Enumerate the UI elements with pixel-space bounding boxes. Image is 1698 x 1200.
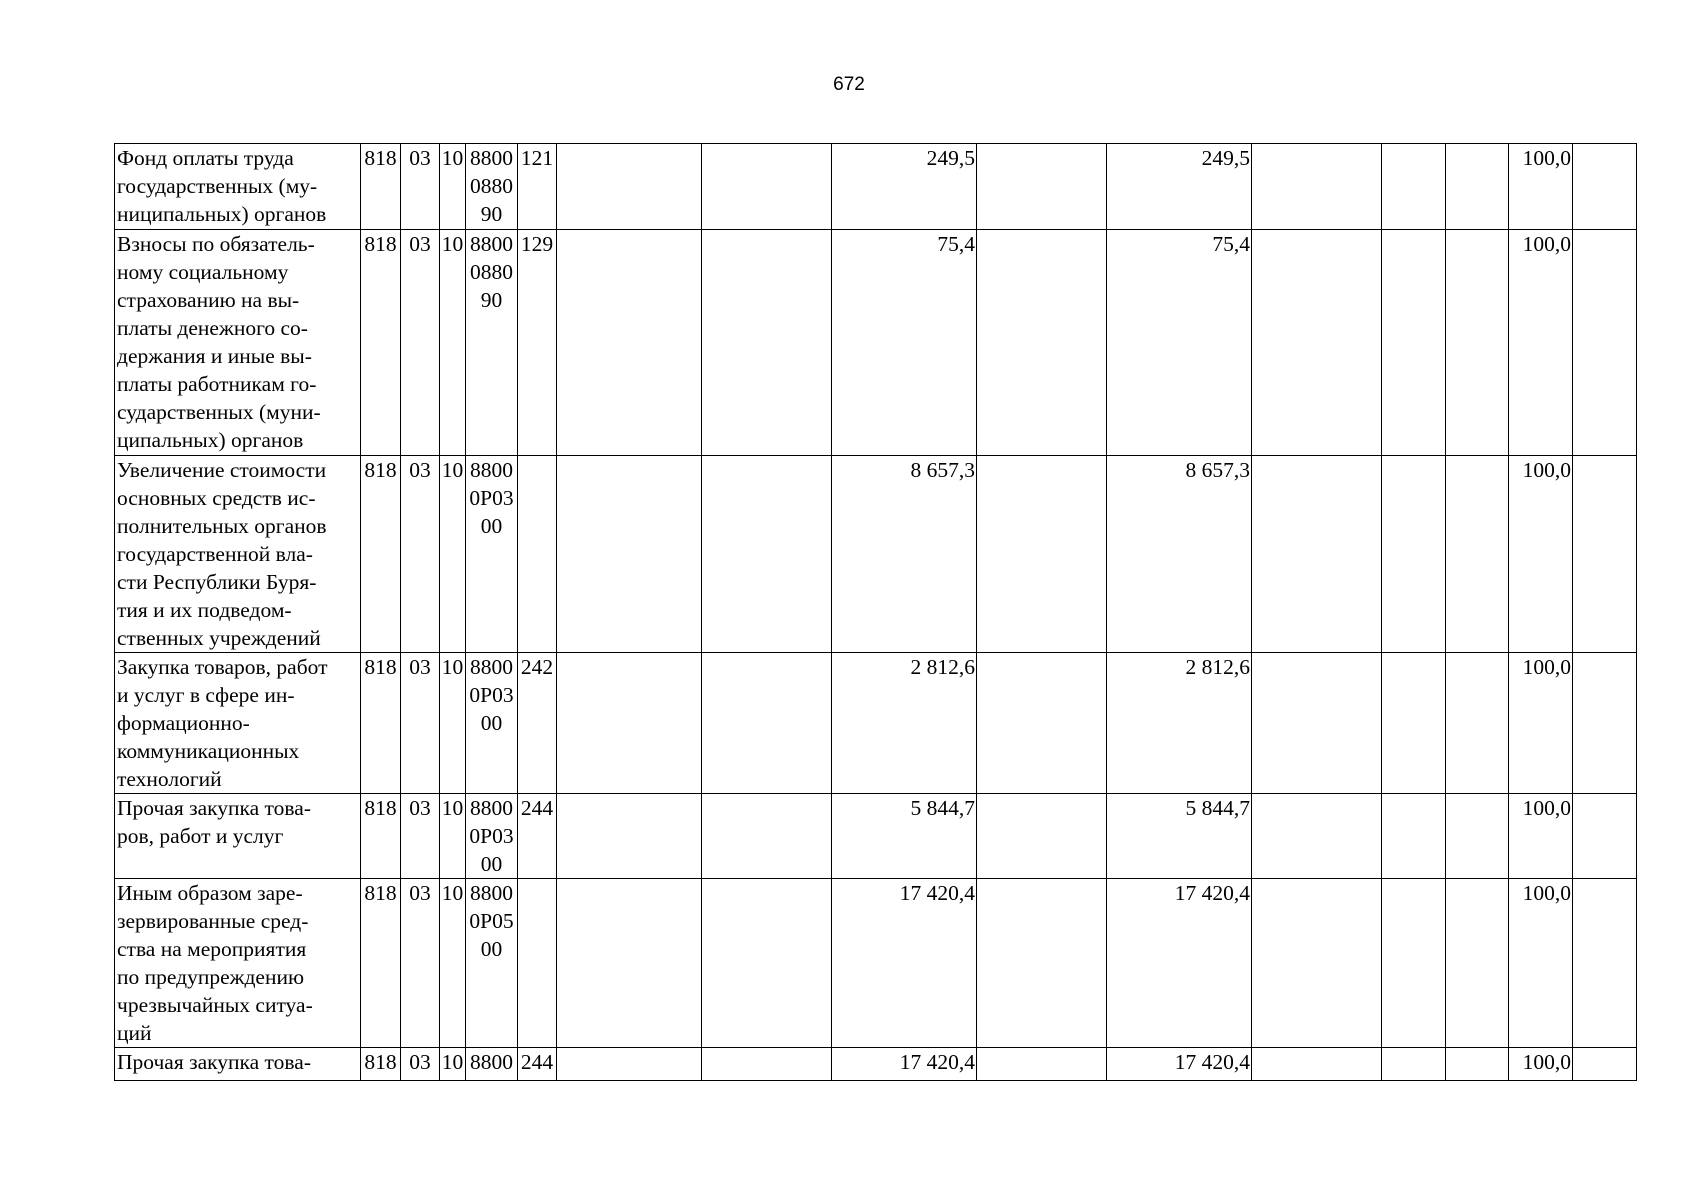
empty-cell xyxy=(1252,456,1382,653)
expense-type-code: 129 xyxy=(518,230,557,456)
empty-cell xyxy=(1382,879,1446,1048)
section-code: 03 xyxy=(401,144,440,230)
empty-cell xyxy=(1252,1048,1382,1081)
empty-cell xyxy=(1252,230,1382,456)
budget-table xyxy=(114,143,1637,1081)
empty-cell xyxy=(1252,144,1382,230)
expense-type-code: 242 xyxy=(518,653,557,794)
section-code: 03 xyxy=(401,794,440,879)
section-code: 03 xyxy=(401,653,440,794)
empty-cell xyxy=(557,653,702,794)
empty-cell xyxy=(1382,794,1446,879)
amount-planned: 5 844,7 xyxy=(832,794,977,879)
empty-cell xyxy=(977,144,1107,230)
empty-cell xyxy=(1446,230,1509,456)
empty-cell xyxy=(557,1048,702,1081)
amount-executed: 8 657,3 xyxy=(1107,456,1252,653)
empty-cell xyxy=(557,794,702,879)
execution-percent: 100,0 xyxy=(1509,879,1573,1048)
ved-code: 818 xyxy=(361,144,401,230)
amount-planned: 75,4 xyxy=(832,230,977,456)
expense-type-code: 244 xyxy=(518,1048,557,1081)
row-name: Иным образом заре- зервированные сред- ства на мероприятия по предупреждению чрезвычайных ситуа- ций xyxy=(115,879,361,1048)
subsection-code: 10 xyxy=(440,456,466,653)
target-article-code: 8800 0Р03 00 xyxy=(466,653,518,794)
empty-cell xyxy=(1446,879,1509,1048)
table-row xyxy=(115,879,1637,1048)
amount-planned: 17 420,4 xyxy=(832,1048,977,1081)
amount-executed: 17 420,4 xyxy=(1107,1048,1252,1081)
amount-executed: 75,4 xyxy=(1107,230,1252,456)
empty-cell xyxy=(1573,653,1637,794)
empty-cell xyxy=(1382,456,1446,653)
section-code: 03 xyxy=(401,230,440,456)
empty-cell xyxy=(702,456,832,653)
empty-cell xyxy=(557,230,702,456)
empty-cell xyxy=(1382,144,1446,230)
amount-executed: 17 420,4 xyxy=(1107,879,1252,1048)
amount-planned: 8 657,3 xyxy=(832,456,977,653)
table-row xyxy=(115,653,1637,794)
table-row xyxy=(115,456,1637,653)
page-number: 672 xyxy=(833,74,865,95)
ved-code: 818 xyxy=(361,230,401,456)
subsection-code: 10 xyxy=(440,794,466,879)
target-article-code: 8800 0Р05 00 xyxy=(466,879,518,1048)
amount-executed: 249,5 xyxy=(1107,144,1252,230)
amount-planned: 2 812,6 xyxy=(832,653,977,794)
empty-cell xyxy=(1446,456,1509,653)
row-name: Фонд оплаты труда государственных (му- ниципальных) органов xyxy=(115,144,361,230)
empty-cell xyxy=(1252,794,1382,879)
execution-percent: 100,0 xyxy=(1509,794,1573,879)
expense-type-code: 244 xyxy=(518,794,557,879)
row-name: Закупка товаров, работ и услуг в сфере ин- формационно- коммуникационных технологий xyxy=(115,653,361,794)
ved-code: 818 xyxy=(361,456,401,653)
execution-percent: 100,0 xyxy=(1509,456,1573,653)
empty-cell xyxy=(1446,794,1509,879)
empty-cell xyxy=(702,1048,832,1081)
amount-planned: 249,5 xyxy=(832,144,977,230)
empty-cell xyxy=(702,144,832,230)
empty-cell xyxy=(702,653,832,794)
empty-cell xyxy=(1573,456,1637,653)
target-article-code: 8800 0Р03 00 xyxy=(466,794,518,879)
empty-cell xyxy=(1252,879,1382,1048)
empty-cell xyxy=(1382,653,1446,794)
empty-cell xyxy=(557,144,702,230)
amount-executed: 5 844,7 xyxy=(1107,794,1252,879)
section-code: 03 xyxy=(401,879,440,1048)
section-code: 03 xyxy=(401,456,440,653)
empty-cell xyxy=(1382,1048,1446,1081)
ved-code: 818 xyxy=(361,879,401,1048)
subsection-code: 10 xyxy=(440,1048,466,1081)
subsection-code: 10 xyxy=(440,144,466,230)
section-code: 03 xyxy=(401,1048,440,1081)
execution-percent: 100,0 xyxy=(1509,653,1573,794)
empty-cell xyxy=(1573,230,1637,456)
empty-cell xyxy=(977,794,1107,879)
ved-code: 818 xyxy=(361,653,401,794)
table-row xyxy=(115,1048,1637,1081)
empty-cell xyxy=(977,653,1107,794)
row-name: Прочая закупка това- xyxy=(115,1048,361,1081)
empty-cell xyxy=(977,456,1107,653)
expense-type-code xyxy=(518,456,557,653)
subsection-code: 10 xyxy=(440,879,466,1048)
amount-planned: 17 420,4 xyxy=(832,879,977,1048)
empty-cell xyxy=(702,230,832,456)
empty-cell xyxy=(977,879,1107,1048)
empty-cell xyxy=(1573,879,1637,1048)
expense-type-code xyxy=(518,879,557,1048)
ved-code: 818 xyxy=(361,794,401,879)
empty-cell xyxy=(702,794,832,879)
empty-cell xyxy=(1446,653,1509,794)
row-name: Увеличение стоимости основных средств ис- полнительных органов государственной вла- сти Республики Буря- тия и их подведом- ственных учреждений xyxy=(115,456,361,653)
table-row xyxy=(115,794,1637,879)
execution-percent: 100,0 xyxy=(1509,144,1573,230)
empty-cell xyxy=(1252,653,1382,794)
target-article-code: 8800 0Р03 00 xyxy=(466,456,518,653)
empty-cell xyxy=(977,1048,1107,1081)
empty-cell xyxy=(1382,230,1446,456)
empty-cell xyxy=(1446,1048,1509,1081)
empty-cell xyxy=(557,879,702,1048)
subsection-code: 10 xyxy=(440,230,466,456)
table-row xyxy=(115,230,1637,456)
empty-cell xyxy=(557,456,702,653)
empty-cell xyxy=(1573,794,1637,879)
ved-code: 818 xyxy=(361,1048,401,1081)
amount-executed: 2 812,6 xyxy=(1107,653,1252,794)
expense-type-code: 121 xyxy=(518,144,557,230)
target-article-code: 8800 0880 90 xyxy=(466,144,518,230)
execution-percent: 100,0 xyxy=(1509,1048,1573,1081)
empty-cell xyxy=(1446,144,1509,230)
empty-cell xyxy=(702,879,832,1048)
target-article-code: 8800 xyxy=(466,1048,518,1081)
table-row xyxy=(115,144,1637,230)
execution-percent: 100,0 xyxy=(1509,230,1573,456)
empty-cell xyxy=(1573,1048,1637,1081)
target-article-code: 8800 0880 90 xyxy=(466,230,518,456)
empty-cell xyxy=(977,230,1107,456)
subsection-code: 10 xyxy=(440,653,466,794)
row-name: Прочая закупка това- ров, работ и услуг xyxy=(115,794,361,879)
empty-cell xyxy=(1573,144,1637,230)
row-name: Взносы по обязатель- ному социальному страхованию на вы- платы денежного со- держания и иные вы- платы работникам го- сударственных (муни- ципальных) органов xyxy=(115,230,361,456)
